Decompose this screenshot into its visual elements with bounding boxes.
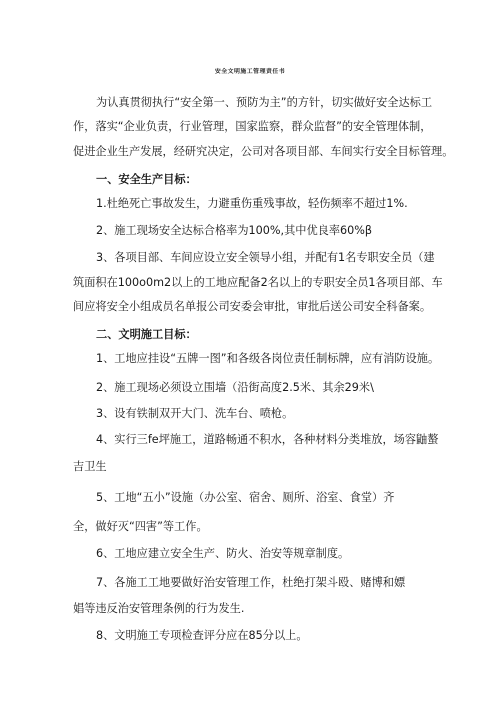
safety-item-3-line-3: 间应将安全小组成员名单报公司安委会审批，审批后送公司安全科备案。: [73, 300, 432, 313]
intro-line-3: 促进企业生产发展，经研究决定，公司对各项目部、车间实行安全目标管理。: [73, 145, 454, 158]
civilized-item-1: 1、工地应挂设“五牌一图”和各级各岗位责任制标牌，应有消防设施。: [96, 352, 440, 365]
section-heading-safety: 一、安全生产目标：: [96, 173, 197, 186]
intro-line-1: 为认真贯彻执行“安全第一、预防为主”的方针，切实做好安全达标工: [96, 96, 433, 109]
civilized-item-4-line-1: 4、实行三fe坪施工，道路畅通不积水，各种材料分类堆放，场容鼬螯: [96, 433, 439, 446]
civilized-item-2: 2、施工现场必须设立围墙（沿街高度2.5米、其余29米\: [96, 381, 374, 394]
civilized-item-5-line-1: 5、工地“五小”设施（办公室、宿舍、厕所、浴室、食堂）齐: [96, 491, 395, 504]
section-heading-civilized: 二、文明施工目标：: [96, 328, 197, 341]
safety-item-3-line-1: 3、各项目部、车间应设立安全领导小组，并配有1名专职安全员（建: [96, 251, 435, 264]
civilized-item-3: 3、设有铁制双开大门、洗车台、喷枪。: [96, 407, 294, 420]
document-title: 安全文明施工管理责任书: [214, 69, 286, 75]
civilized-item-8: 8、文明施工专项检查评分应在85分以上。: [96, 629, 308, 642]
safety-item-3-line-2: 筑面积在100o0m2以上的工地应配备2名以上的专职安全员1各项目部、车: [73, 276, 443, 289]
civilized-item-7-line-2: 娼等违反治安管理条例的行为发生.: [73, 602, 245, 615]
civilized-item-6: 6、工地应建立安全生产、防火、治安等规章制度。: [96, 547, 350, 560]
civilized-item-4-line-2: 吉卫生: [73, 460, 107, 473]
intro-line-2: 作，落实“企业负责，行业管理，国家监察，群众监督”的安全管理体制，: [73, 120, 432, 133]
safety-item-1: 1.杜绝死亡事故发生，力避重伤重残事故，轻伤频率不超过1%.: [96, 197, 408, 210]
civilized-item-7-line-1: 7、各施工工地要做好治安管理工作，杜绝打架斗殴、赌博和嫖: [96, 576, 406, 589]
safety-item-2: 2、施工现场安全达标合格率为100%,其中优良率60%β: [96, 224, 373, 237]
civilized-item-5-line-2: 全，做好灭“四害”等工作。: [73, 520, 208, 533]
